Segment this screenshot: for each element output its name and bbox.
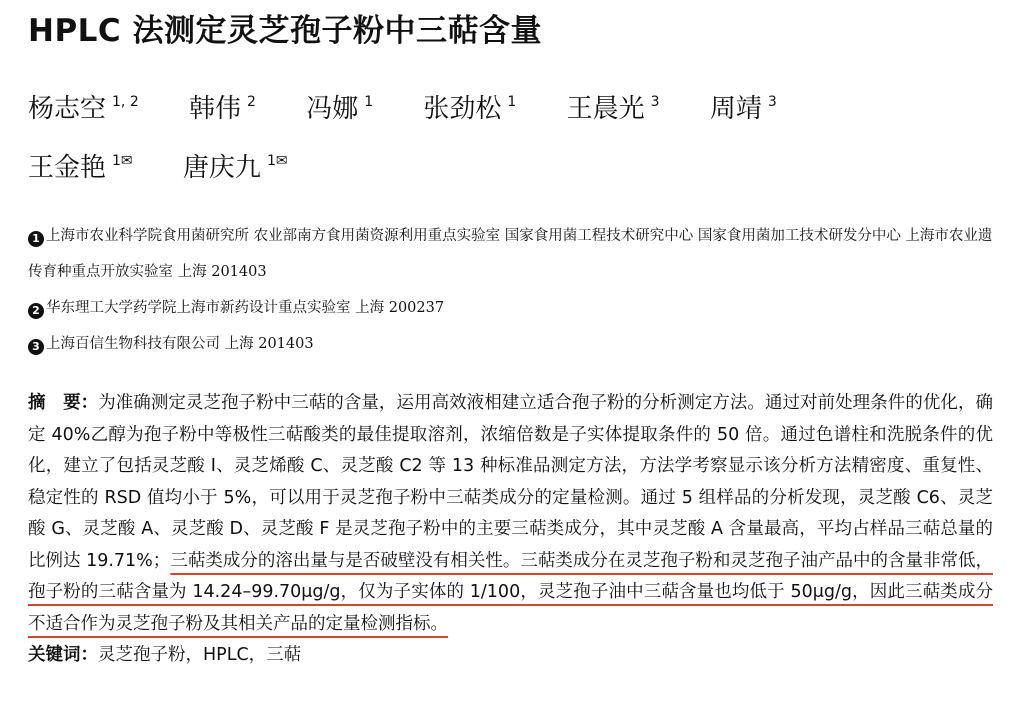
abstract-text: 为准确测定灵芝孢子粉中三萜的含量，运用高效液相建立适合孢子粉的分析测定方法。通过对前处理条件的优化，确定 40%乙醇为孢子粉中等极性三萜酸类的最佳提取溶剂，浓缩倍数是子实体提取条件的 50 倍。通过色谱柱和洗脱条件的优化，建立了包括灵芝酸 I、灵芝烯酸 C、灵芝酸 C2 等 13 种标准品测定方法，方法学考察显示该分析方法精密度、重复性、稳定性的 RSD 值均小于 5%，可以用于灵芝孢子粉中三萜类成分的定量检测。通过 5 组样品的分析发现，灵芝酸 C6、灵芝酸 G、灵芝酸 A、灵芝酸 D、灵芝酸 F 是灵芝孢子粉中的主要三萜类成分，其中灵芝酸 A 含量最高，平均占样品三萜总量的比例达 19.71%； <box>28 393 993 571</box>
author-name: 王晨光 <box>566 94 645 124</box>
abstract <box>28 388 993 640</box>
author-list <box>28 76 968 194</box>
author <box>423 76 516 135</box>
affiliation-item <box>28 326 1003 362</box>
affiliation-list <box>28 218 1003 362</box>
author-name: 韩伟 <box>189 94 242 124</box>
affiliation-item <box>28 218 1003 290</box>
article-title: HPLC 法测定灵芝孢子粉中三萜含量 <box>28 13 542 49</box>
keywords <box>28 640 1003 671</box>
author-affil-mark: 1✉ <box>266 153 288 169</box>
author <box>710 76 777 135</box>
affiliation-item <box>28 290 1003 326</box>
abstract-label: 摘 要： <box>28 393 99 413</box>
author-name: 张劲松 <box>423 94 502 124</box>
author-affil-mark: 1 <box>364 94 374 110</box>
author <box>28 76 139 135</box>
author-name: 冯娜 <box>306 94 359 124</box>
author <box>306 76 373 135</box>
author <box>567 76 660 135</box>
affiliation-number-badge: 3 <box>28 339 44 355</box>
author-name: 唐庆九 <box>182 153 261 183</box>
article-page <box>28 8 1003 671</box>
author-affil-mark: 1, 2 <box>112 94 139 110</box>
affiliation-number-badge: 1 <box>28 231 44 247</box>
author-affil-mark: 1 <box>507 94 517 110</box>
affiliation-text: 上海市农业科学院食用菌研究所 农业部南方食用菌资源利用重点实验室 国家食用菌工程技术研究中心 国家食用菌加工技术研发分中心 上海市农业遗传育种重点开放实验室 上海 201403 <box>28 228 993 280</box>
author-affil-mark: 2 <box>247 94 256 110</box>
author-affil-mark: 3 <box>767 94 777 110</box>
author-name: 周靖 <box>709 94 762 124</box>
author <box>183 135 288 194</box>
author <box>189 76 256 135</box>
author-name: 杨志空 <box>28 94 107 124</box>
author <box>28 135 133 194</box>
keywords-label: 关键词： <box>28 645 98 665</box>
author-affil-mark: 3 <box>650 94 660 110</box>
abstract-highlighted-text: 三萜类成分的溶出量与是否破壁没有相关性。三萜类成分在灵芝孢子粉和灵芝孢子油产品中的含量非常低，孢子粉的三萜含量为 14.24–99.70μg/g，仅为子实体的 1/100，灵芝孢子油中三萜含量也均低于 50μg/g，因此三萜类成分不适合作为灵芝孢子粉及其相关产品的定量检测指标。 <box>28 550 993 634</box>
author-affil-mark: 1✉ <box>112 153 133 169</box>
affiliation-number-badge: 2 <box>28 303 44 319</box>
keywords-text: 灵芝孢子粉，HPLC，三萜 <box>98 645 302 665</box>
author-name: 王金艳 <box>28 153 107 183</box>
affiliation-text: 华东理工大学药学院上海市新药设计重点实验室 上海 200237 <box>46 300 445 316</box>
affiliation-text: 上海百信生物科技有限公司 上海 201403 <box>46 336 314 352</box>
